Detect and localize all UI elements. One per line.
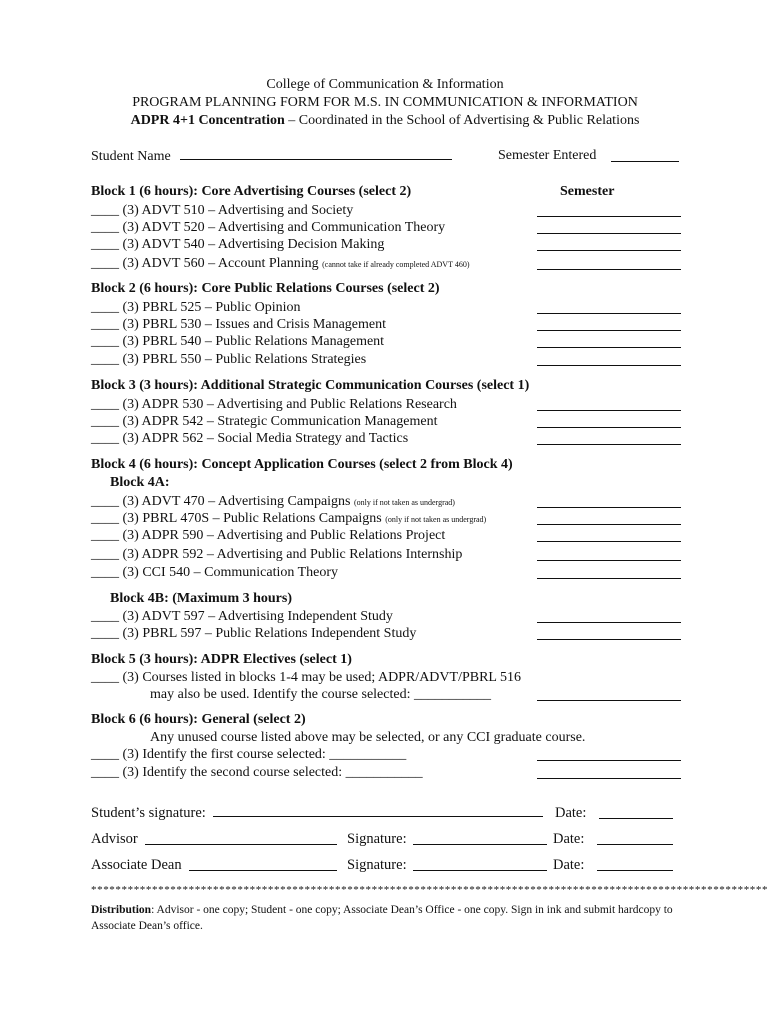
course-label: ____ (3) ADPR 592 – Advertising and Public Relations Internship: [91, 547, 463, 562]
course-label: ____ (3) ADPR 530 – Advertising and Public Relations Research: [91, 397, 457, 412]
block-6-title: Block 6 (6 hours): General (select 2): [91, 712, 306, 727]
date-field[interactable]: [597, 858, 673, 871]
student-name-field[interactable]: [180, 147, 452, 160]
course-row: [91, 316, 681, 334]
block-1-title: Block 1 (6 hours): Core Advertising Courses (select 2): [91, 184, 412, 199]
course-row: [91, 333, 681, 351]
elective-line: ____ (3) Courses listed in blocks 1-4 may be used; ADPR/ADVT/PBRL 516: [91, 670, 521, 685]
course-label: ____ (3) ADPR 562 – Social Media Strategy and Tactics: [91, 431, 409, 446]
course-note: (only if not taken as undergrad): [385, 515, 487, 524]
semester-header: Semester: [560, 184, 615, 199]
block-4b-title: Block 4B: (Maximum 3 hours): [110, 591, 292, 606]
course-row: [91, 255, 681, 274]
general-intro: Any unused course listed above may be selected, or any CCI graduate course.: [150, 730, 586, 745]
course-row: [91, 202, 681, 220]
course-label: ____ (3) ADVT 597 – Advertising Independent Study: [91, 609, 393, 624]
elective-row: [91, 669, 681, 687]
student-signature-label: Student’s signature:: [91, 805, 206, 821]
block-1-title-row: [91, 183, 681, 201]
date-field[interactable]: [599, 806, 673, 819]
course-label: ____ (3) ADPR 542 – Strategic Communication Management: [91, 414, 438, 429]
course-label: ____ (3) ADVT 560 – Account Planning: [91, 256, 319, 271]
course-row: [91, 351, 681, 369]
concentration-line: [0, 112, 770, 130]
general-row: [91, 746, 681, 764]
course-label: ____ (3) PBRL 597 – Public Relations Independent Study: [91, 626, 417, 641]
block-5-title: Block 5 (3 hours): ADPR Electives (select 1): [91, 652, 352, 667]
semester-field[interactable]: [537, 541, 681, 542]
semester-field[interactable]: [537, 639, 681, 640]
course-label: ____ (3) PBRL 550 – Public Relations Strategies: [91, 352, 367, 367]
student-info-row: [91, 147, 681, 166]
signature-label: Signature:: [347, 857, 407, 873]
semester-field[interactable]: [537, 250, 681, 251]
student-name-label: Student Name: [91, 149, 171, 164]
signature-label: Signature:: [347, 831, 407, 847]
general-row: [91, 764, 681, 782]
distribution-note: [91, 902, 681, 934]
semester-field[interactable]: [537, 778, 681, 779]
student-signature-row: [91, 804, 681, 822]
elective-identify-line: may also be used. Identify the course selected: ___________: [150, 687, 491, 702]
distribution-label: Distribution: [91, 904, 152, 916]
concentration-name: ADPR 4+1 Concentration: [130, 113, 285, 128]
date-label: Date:: [553, 831, 585, 847]
block-4a-title: Block 4A:: [110, 475, 170, 490]
semester-field[interactable]: [537, 578, 681, 579]
semester-field[interactable]: [537, 622, 681, 623]
advisor-signature-field[interactable]: [413, 832, 547, 845]
dean-signature-row: [91, 856, 681, 874]
advisor-label: Advisor: [91, 831, 138, 847]
semester-field[interactable]: [537, 330, 681, 331]
associate-dean-name-field[interactable]: [189, 858, 337, 871]
general-second-course: ____ (3) Identify the second course selected: ___________: [91, 765, 423, 780]
course-note: (cannot take if already completed ADVT 460): [322, 260, 470, 269]
student-signature-field[interactable]: [213, 804, 543, 817]
block-4a-title-row: [110, 474, 700, 492]
course-label: ____ (3) ADVT 540 – Advertising Decision Making: [91, 237, 385, 252]
elective-row: [150, 686, 681, 704]
date-label: Date:: [555, 805, 587, 821]
block-2-title-row: [91, 280, 681, 298]
course-row: [91, 527, 681, 545]
concentration-detail: – Coordinated in the School of Advertising & Public Relations: [284, 113, 640, 128]
block-3-title-row: [91, 377, 681, 395]
course-row: [91, 430, 681, 448]
semester-field[interactable]: [537, 700, 681, 701]
advisor-signature-row: [91, 830, 681, 848]
date-label: Date:: [553, 857, 585, 873]
semester-field[interactable]: [537, 560, 681, 561]
course-row: [91, 299, 681, 317]
general-first-course: ____ (3) Identify the first course selected: ___________: [91, 747, 407, 762]
course-row: [91, 625, 681, 643]
block-2-title: Block 2 (6 hours): Core Public Relations Courses (select 2): [91, 281, 440, 296]
form-title: PROGRAM PLANNING FORM FOR M.S. IN COMMUNICATION & INFORMATION: [132, 95, 638, 110]
semester-field[interactable]: [537, 216, 681, 217]
course-label: ____ (3) CCI 540 – Communication Theory: [91, 565, 339, 580]
block-4-title-row: [91, 456, 681, 474]
semester-field[interactable]: [537, 347, 681, 348]
semester-entered-label: Semester Entered: [498, 148, 597, 163]
semester-field[interactable]: [537, 365, 681, 366]
course-row: [91, 219, 681, 237]
semester-field[interactable]: [537, 507, 681, 508]
course-label: ____ (3) PBRL 525 – Public Opinion: [91, 300, 301, 315]
course-row: [91, 564, 681, 582]
course-row: [91, 413, 681, 431]
date-field[interactable]: [597, 832, 673, 845]
course-row: [91, 546, 681, 564]
semester-field[interactable]: [537, 313, 681, 314]
course-label: ____ (3) PBRL 530 – Issues and Crisis Management: [91, 317, 387, 332]
course-label: ____ (3) PBRL 470S – Public Relations Campaigns: [91, 511, 382, 526]
college-name: College of Communication & Information: [266, 77, 504, 92]
separator-stars: ***************************************************************************************************************: [91, 884, 769, 896]
block-4b-title-row: [110, 590, 700, 608]
course-label: ____ (3) PBRL 540 – Public Relations Management: [91, 334, 385, 349]
block-4-title: Block 4 (6 hours): Concept Application Courses (select 2 from Block 4): [91, 457, 513, 472]
semester-field[interactable]: [537, 524, 681, 525]
associate-dean-signature-field[interactable]: [413, 858, 547, 871]
block-6-title-row: [91, 711, 681, 729]
course-label: ____ (3) ADVT 520 – Advertising and Communication Theory: [91, 220, 446, 235]
advisor-name-field[interactable]: [145, 832, 337, 845]
block-5-title-row: [91, 651, 681, 669]
semester-field[interactable]: [537, 444, 681, 445]
semester-entered-field[interactable]: [611, 149, 679, 162]
course-row: [91, 608, 681, 626]
course-label: ____ (3) ADVT 470 – Advertising Campaigns: [91, 494, 351, 509]
block-3-title: Block 3 (3 hours): Additional Strategic Communication Courses (select 1): [91, 378, 530, 393]
distribution-text: : Advisor - one copy; Student - one copy; Associate Dean’s Office - one copy. Sign in ink and submit hardcopy to Associate Dean’s office.: [91, 904, 673, 932]
course-label: ____ (3) ADVT 510 – Advertising and Society: [91, 203, 354, 218]
semester-field[interactable]: [537, 427, 681, 428]
semester-field[interactable]: [537, 269, 681, 270]
associate-dean-label: Associate Dean: [91, 857, 182, 873]
semester-field[interactable]: [537, 410, 681, 411]
form-header: [0, 76, 770, 130]
semester-field[interactable]: [537, 760, 681, 761]
course-row: [91, 396, 681, 414]
general-intro-row: [150, 729, 681, 747]
course-row: [91, 236, 681, 254]
course-label: ____ (3) ADPR 590 – Advertising and Public Relations Project: [91, 528, 446, 543]
semester-field[interactable]: [537, 233, 681, 234]
course-note: (only if not taken as undergrad): [354, 498, 455, 507]
